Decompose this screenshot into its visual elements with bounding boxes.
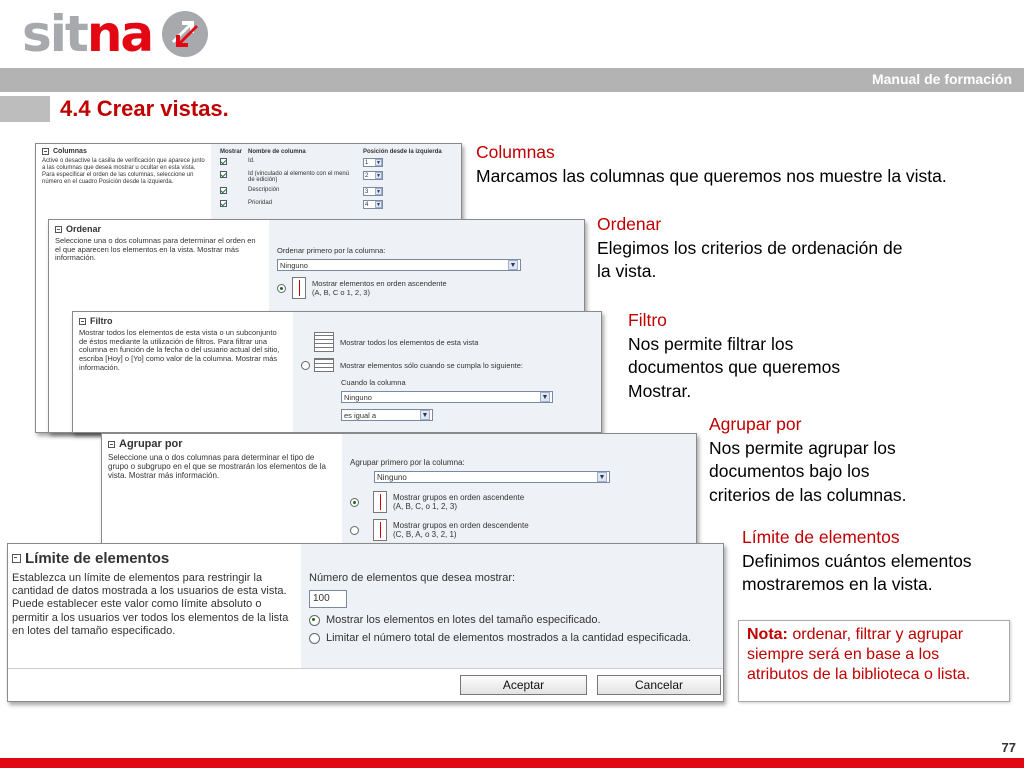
annotation-columnas-heading: Columnas	[476, 142, 555, 162]
ascending-radio[interactable]	[277, 284, 286, 293]
limit-total-label: Limitar el número total de elementos mostrados a la cantidad especificada.	[326, 632, 692, 644]
limite-panel	[7, 543, 724, 702]
agrupar-column-select[interactable]	[374, 471, 610, 483]
agrupar-panel-heading	[108, 438, 336, 450]
ordenar-label: Ordenar primero por la columna:	[277, 246, 386, 255]
position-value: 2	[365, 172, 369, 179]
columnas-panel-title: Columnas	[53, 148, 87, 155]
list-all-icon	[314, 332, 334, 352]
filter-list-icon	[314, 358, 334, 372]
show-column-checkbox[interactable]	[220, 200, 227, 207]
chevron-down-icon: ▼	[509, 262, 517, 269]
annotation-limite-text1: Definimos cuántos elementos	[742, 550, 972, 571]
header-mostrar: Mostrar	[220, 149, 243, 155]
logo-text	[22, 5, 153, 63]
position-value: 3	[365, 188, 369, 195]
batch-label: Mostrar los elementos en lotes del tamaño especificado.	[326, 614, 601, 626]
agrupar-label: Agrupar primero por la columna:	[350, 458, 465, 467]
page-number: 77	[1001, 740, 1016, 755]
position-select[interactable]	[363, 200, 383, 209]
annotation-filtro-text2: documentos que queremos	[628, 357, 841, 377]
annotation-agrupar-heading: Agrupar por	[709, 414, 802, 434]
header-bar	[0, 68, 1024, 92]
group-descending-hint: (C, B, A, o 3, 2, 1)	[393, 530, 457, 539]
collapse-icon[interactable]	[79, 318, 86, 325]
position-value: 1	[365, 159, 369, 166]
filtro-panel-title: Filtro	[90, 316, 113, 326]
chevron-down-icon: ▼	[541, 394, 549, 401]
annotation-limite-heading: Límite de elementos	[742, 527, 900, 547]
limite-panel-heading	[12, 550, 297, 567]
position-value: 4	[365, 201, 369, 208]
batch-radio[interactable]	[309, 615, 320, 626]
chevron-down-icon: ▼	[376, 189, 381, 195]
chevron-down-icon: ▼	[421, 412, 429, 419]
column-name: Descripción	[248, 187, 280, 193]
column-name: Prioridad	[248, 200, 273, 206]
columns-table	[217, 148, 445, 211]
collapse-icon[interactable]	[12, 554, 21, 563]
table-row	[217, 169, 445, 185]
agrupar-panel	[101, 433, 697, 547]
annotation-columnas-text: Marcamos las columnas que queremos nos muestre la vista.	[476, 165, 947, 186]
annotation-filtro-text3: Mostrar.	[628, 380, 692, 401]
logo-arrows-icon	[162, 11, 208, 57]
position-select[interactable]	[363, 158, 383, 167]
filter-radio[interactable]	[301, 361, 310, 370]
note-text: ordenar, filtrar y agrupar siempre será en base a los atributos de la biblioteca o lista.	[747, 626, 971, 683]
show-column-checkbox[interactable]	[220, 158, 227, 165]
header-nombre-columna: Nombre de columna	[248, 149, 306, 155]
filtro-description: Mostrar todos los elementos de esta vista o un subconjunto de éstos mediante la utilización de filtros. Para filtrar una columna en función de la fecha o del usuario actual del sitio, escriba [Hoy] o [Yo] como valor de la columna. Mostrar más información.	[79, 328, 280, 372]
ascending-label: Mostrar elementos en orden ascendente	[312, 279, 447, 288]
column-name: Id (vinculado al elemento con el menú de edición)	[248, 171, 350, 183]
limite-description: Establezca un límite de elementos para restringir la cantidad de datos mostrada a los usuarios de esta vista. Puede establecer este valor como límite absoluto o permitir a los usuarios ver todos los elementos de la lista en lotes del tamaño especificado.	[12, 572, 289, 637]
annotation-limite-text2: mostraremos en la vista.	[742, 574, 933, 594]
annotation-agrupar-text3: criterios de las columnas.	[709, 484, 907, 505]
logo-text-gray: sit	[22, 5, 87, 63]
group-ascending-hint: (A, B, C, o 1, 2, 3)	[393, 502, 458, 511]
annotation-filtro	[628, 309, 840, 403]
columnas-description: Active o desactive la casilla de verificación que aparece junto a las columnas que desea mostrar u ocultar en esta vista. Para especificar el orden de las columnas, seleccione un número en el cuadro Posición desde la izquierda.	[42, 158, 205, 185]
chevron-down-icon: ▼	[598, 474, 606, 481]
table-row	[217, 156, 445, 169]
sort-ascending-icon	[373, 491, 387, 513]
sitna-logo	[22, 6, 208, 62]
header-subtitle: Manual de formación	[871, 71, 1012, 87]
annotation-limite	[742, 526, 972, 597]
page-title: 4.4 Crear vistas.	[60, 96, 229, 121]
filtro-column-select[interactable]	[341, 391, 553, 403]
annotation-ordenar-heading: Ordenar	[597, 214, 662, 234]
group-ascending-radio[interactable]	[350, 498, 359, 507]
annotation-ordenar	[597, 213, 902, 284]
ordenar-column-select[interactable]	[277, 259, 521, 271]
column-name: Id.	[248, 158, 255, 164]
agrupar-description: Seleccione una o dos columnas para determinar el tipo de grupo o subgrupo en el que se mostrarán los elementos de la vista. Mostrar más información.	[108, 453, 326, 481]
chevron-down-icon: ▼	[376, 160, 381, 166]
filtro-panel	[72, 311, 602, 433]
columnas-panel-heading	[42, 148, 205, 155]
agrupar-panel-title: Agrupar por	[119, 438, 183, 450]
note-box	[738, 620, 1010, 702]
logo-text-red: na	[86, 5, 153, 63]
annotation-agrupar-text1: Nos permite agrupar los	[709, 437, 896, 458]
group-descending-radio[interactable]	[350, 526, 359, 535]
annotation-columnas	[476, 141, 947, 188]
collapse-icon[interactable]	[42, 148, 49, 155]
sort-descending-icon	[373, 519, 387, 541]
show-column-checkbox[interactable]	[220, 187, 227, 194]
agrupar-select-value: Ninguno	[377, 472, 407, 482]
filter-condition-label: Mostrar elementos sólo cuando se cumpla lo siguiente:	[340, 360, 524, 370]
footer-bar	[0, 758, 1024, 768]
limit-total-radio[interactable]	[309, 633, 320, 644]
filtro-operator-select[interactable]	[341, 409, 433, 421]
cancel-button[interactable]: Cancelar	[597, 675, 721, 695]
filtro-panel-heading	[79, 316, 287, 326]
collapse-icon[interactable]	[55, 226, 62, 233]
item-limit-input[interactable]: 100	[309, 590, 347, 608]
accept-button[interactable]: Aceptar	[460, 675, 587, 695]
note-label: Nota:	[747, 626, 788, 643]
chevron-down-icon: ▼	[376, 202, 381, 208]
limite-panel-title: Límite de elementos	[25, 550, 170, 567]
header-posicion: Posición desde la izquierda	[363, 149, 442, 155]
annotation-ordenar-text1: Elegimos los criterios de ordenación de	[597, 237, 903, 258]
ordenar-panel-heading	[55, 224, 263, 234]
table-row	[217, 185, 445, 198]
show-all-label: Mostrar todos los elementos de esta vista	[340, 337, 479, 347]
position-select[interactable]	[363, 171, 383, 180]
group-ascending-label: Mostrar grupos en orden ascendente	[393, 493, 525, 502]
show-column-checkbox[interactable]	[220, 171, 227, 178]
button-bar	[8, 668, 723, 702]
filtro-column-label: Cuando la columna	[341, 378, 406, 387]
limite-label: Número de elementos que desea mostrar:	[309, 572, 516, 584]
table-row	[217, 198, 445, 211]
position-select[interactable]	[363, 187, 383, 196]
group-descending-label: Mostrar grupos en orden descendente	[393, 521, 529, 530]
ascending-hint: (A, B, C o 1, 2, 3)	[312, 288, 370, 297]
filtro-select-value: Ninguno	[344, 392, 372, 402]
ordenar-description: Seleccione una o dos columnas para determinar el orden en el que aparecen los elementos en la vista. Mostrar más información.	[55, 236, 256, 263]
annotation-agrupar-text2: documentos bajo los	[709, 461, 870, 481]
title-accent-block	[0, 96, 50, 122]
filtro-operator-value: es igual a	[344, 410, 377, 420]
annotation-filtro-heading: Filtro	[628, 310, 667, 330]
ordenar-select-value: Ninguno	[280, 260, 308, 270]
annotation-agrupar	[709, 413, 906, 507]
annotation-ordenar-text2: la vista.	[597, 261, 657, 281]
ordenar-panel-title: Ordenar	[66, 224, 102, 234]
collapse-icon[interactable]	[108, 441, 115, 448]
sort-ascending-icon	[292, 277, 306, 299]
chevron-down-icon: ▼	[376, 173, 381, 179]
annotation-filtro-text1: Nos permite filtrar los	[628, 333, 794, 354]
